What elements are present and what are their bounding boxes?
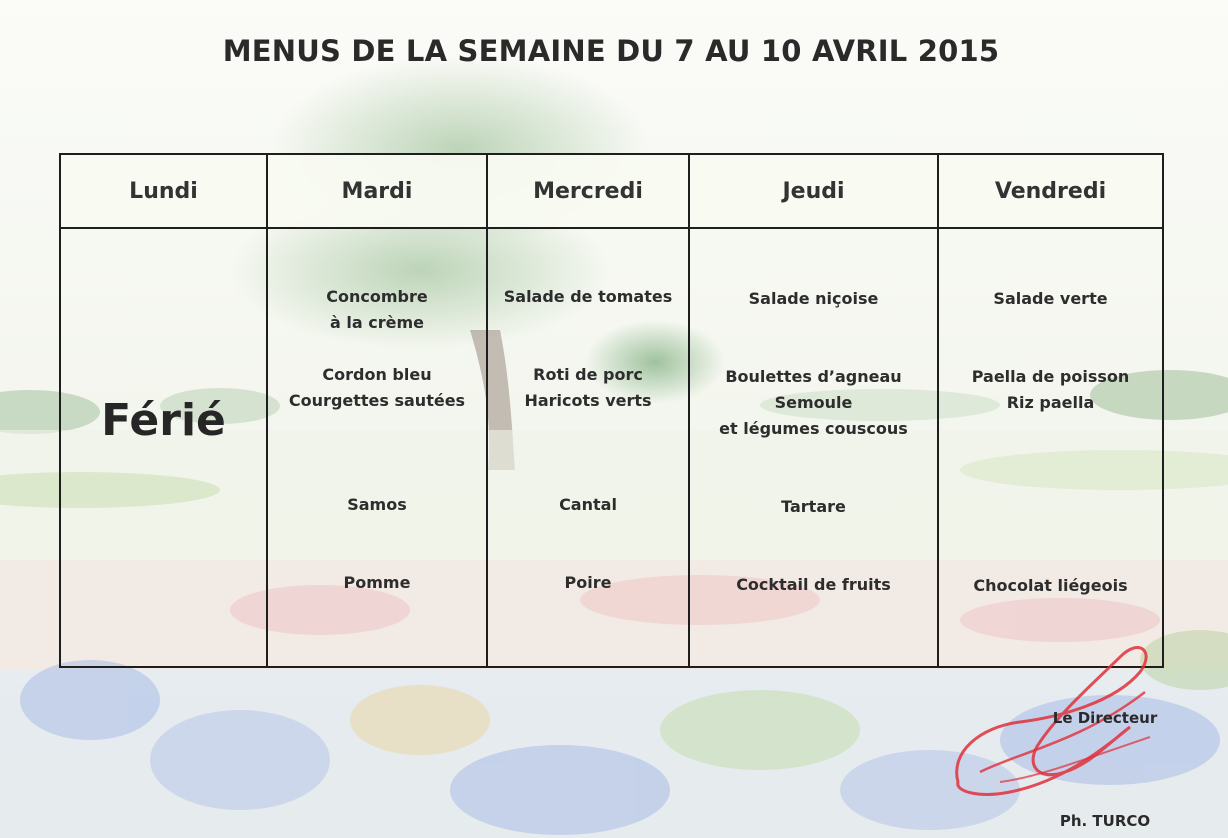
main-course-line: Paella de poisson [971,367,1130,386]
main-course-line: et légumes couscous [719,419,908,438]
starter-line: Salade niçoise [748,289,879,308]
menu-cell-mardi [267,228,487,667]
main-course-line: Haricots verts [524,391,652,410]
starter [268,284,486,336]
starter-line: Salade verte [993,289,1108,308]
signature-role: Le Directeur [1052,709,1158,727]
starter-line: Salade de tomates [503,287,673,306]
dessert: Pomme [343,573,411,592]
main-course-line: Boulettes d’agneau [725,367,902,386]
signature-name: Ph. TURCO [1059,812,1151,830]
day-header-jeudi: Jeudi [689,154,938,228]
menu-cell-lundi [60,228,267,667]
day-header-lundi: Lundi [60,154,267,228]
cheese: Cantal [559,495,617,514]
starter-line: Concombre [326,287,428,306]
starter [690,286,937,312]
day-header-mercredi: Mercredi [487,154,689,228]
main-course-line: Courgettes sautées [288,391,466,410]
menu-row [60,228,1163,667]
starter-line: à la crème [330,313,424,332]
dessert: Chocolat liégeois [973,576,1128,595]
day-header-vendredi: Vendredi [938,154,1163,228]
main-course [939,364,1162,416]
main-course-line: Cordon bleu [322,365,432,384]
main-course [268,362,486,414]
holiday-label: Férié [101,395,226,446]
day-header-row [60,154,1163,228]
main-course [690,364,937,442]
weekly-menu-table [59,153,1164,668]
dessert: Cocktail de fruits [736,575,891,594]
main-course-line: Riz paella [1006,393,1095,412]
dessert: Poire [564,573,612,592]
menu-cell-mercredi [487,228,689,667]
page-title: MENUS DE LA SEMAINE DU 7 AU 10 AVRIL 2015 [222,34,1000,68]
main-course [488,362,688,414]
cheese: Tartare [781,497,846,516]
starter [939,286,1162,312]
day-header-mardi: Mardi [267,154,487,228]
cheese: Samos [347,495,407,514]
main-course-line: Semoule [774,393,853,412]
starter [488,284,688,310]
main-course-line: Roti de porc [533,365,643,384]
menu-cell-jeudi [689,228,938,667]
menu-cell-vendredi [938,228,1163,667]
